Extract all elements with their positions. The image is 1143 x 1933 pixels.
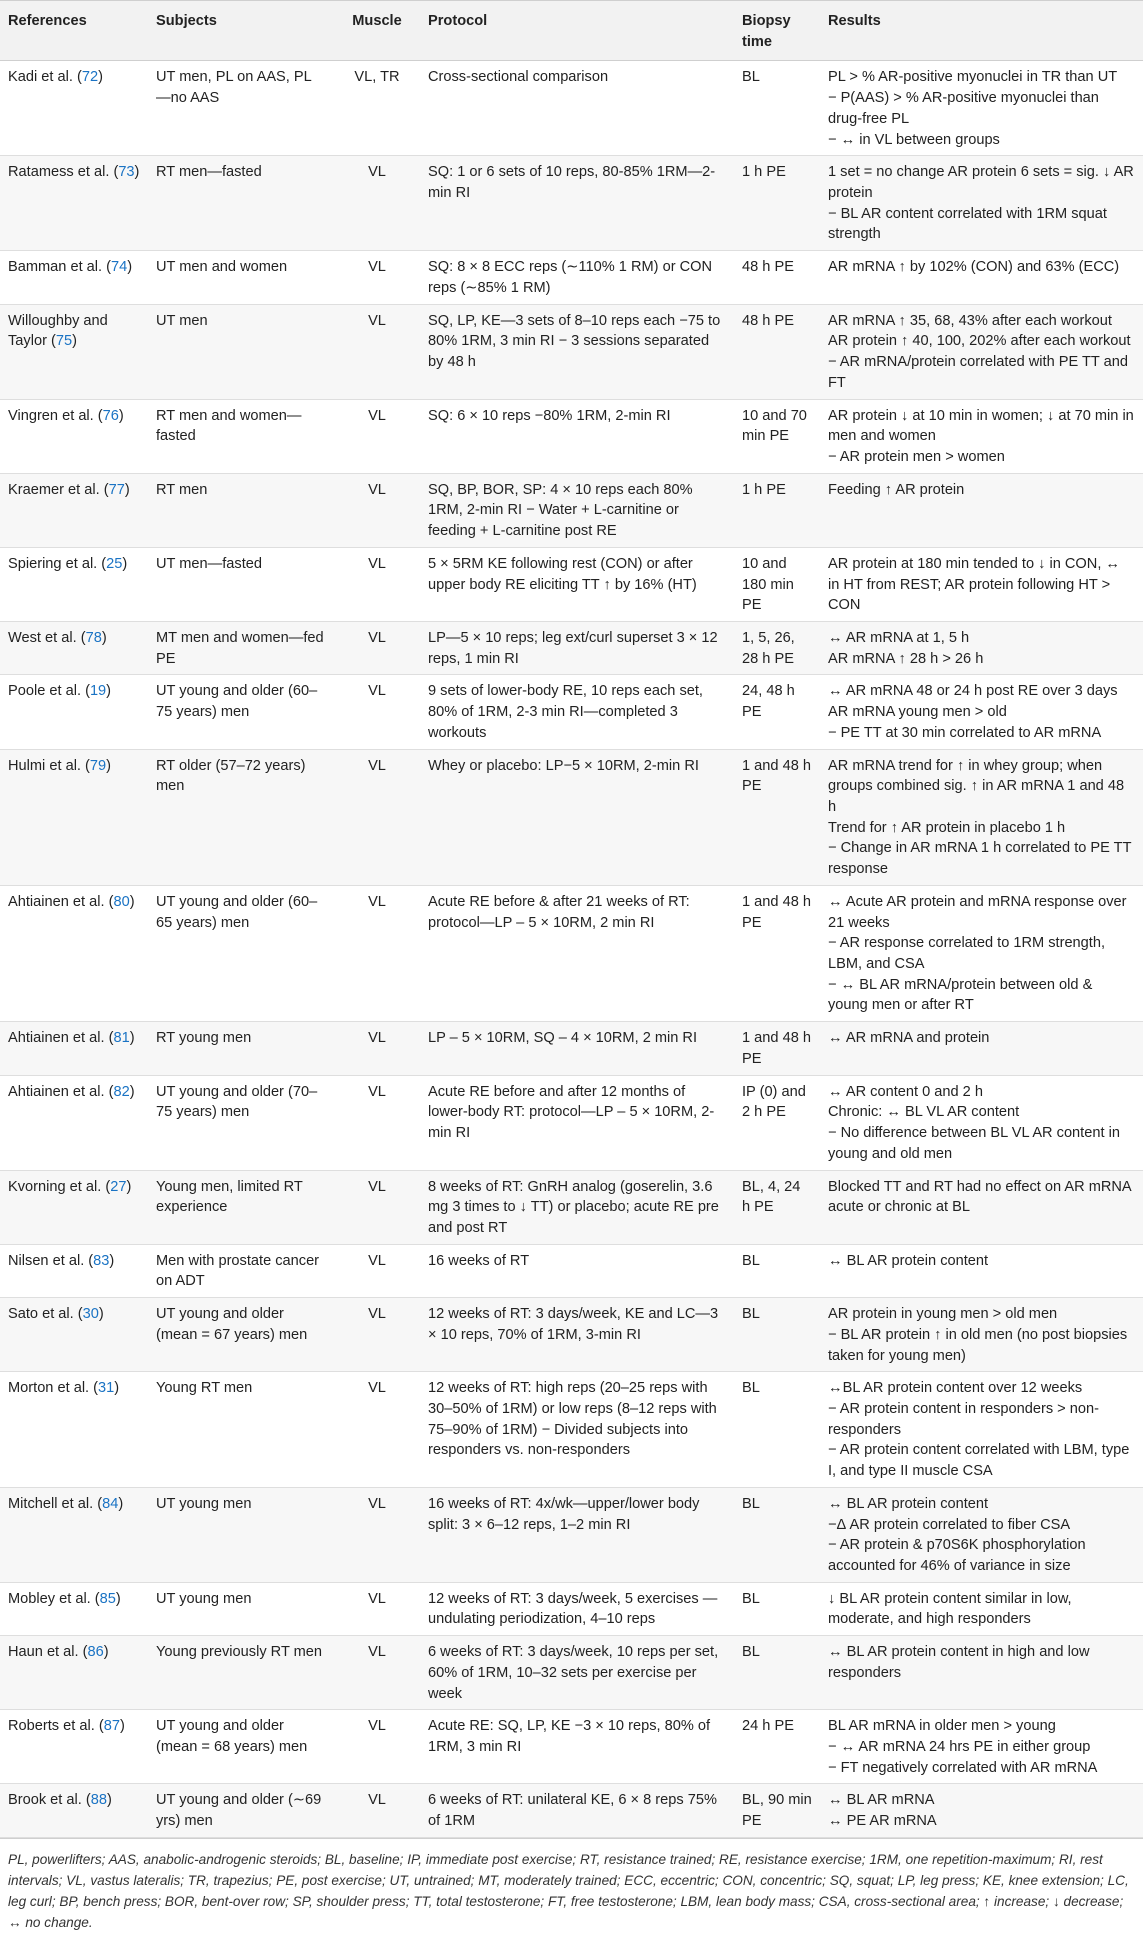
header-protocol: Protocol [420,1,734,61]
muscle-cell: VL [368,1178,386,1195]
subjects-cell: UT men—fasted [156,555,262,572]
reference-citation-link[interactable]: 25 [106,555,123,572]
table-row [0,1075,1143,1170]
protocol-cell: 9 sets of lower-body RE, 10 reps each set, 80% of 1RM, 2-3 min RI—completed 3 workouts [428,683,703,741]
muscle-cell: VL [368,1306,386,1323]
reference-author: Kvorning et al. ( [8,1178,111,1195]
result-line: ↔ BL AR protein content in high and low responders [828,1644,1090,1681]
table-row [0,1710,1143,1784]
muscle-cell: VL [368,1083,386,1100]
biopsy-time-cell: 1 h PE [742,164,786,181]
reference-cell [0,1372,148,1488]
reference-cell [0,1710,148,1784]
protocol-cell: SQ: 1 or 6 sets of 10 reps, 80-85% 1RM—2-min RI [428,164,716,202]
protocol-cell: SQ, BP, BOR, SP: 4 × 10 reps each 80% 1RM, 2-min RI − Water + L-carnitine or feeding + L-carnitine post RE [428,481,693,540]
result-line: − ↔ AR mRNA 24 hrs PE in either group [828,1739,1091,1756]
muscle-cell: VL [368,683,386,700]
biopsy-time-cell: BL, 90 min PE [742,1792,812,1830]
result-line: −Δ AR protein correlated to fiber CSA [828,1516,1071,1533]
reference-close-paren: ) [126,1178,132,1195]
reference-cell [0,156,148,251]
reference-cell [0,1244,148,1297]
reference-close-paren: ) [109,1252,115,1269]
muscle-cell: VL [368,555,386,572]
biopsy-time-cell: 1 h PE [742,481,786,498]
reference-cell [0,1022,148,1075]
muscle-cell: VL [368,1495,386,1512]
reference-cell [0,1636,148,1710]
subjects-cell: RT older (57–72 years) men [156,757,306,795]
muscle-cell: VL [368,1792,386,1809]
protocol-cell: 6 weeks of RT: 3 days/week, 10 reps per set, 60% of 1RM, 10–32 sets per exercise per week [428,1644,719,1702]
result-line: − BL AR content correlated with 1RM squat strength [828,205,1107,243]
header-muscle: Muscle [334,1,420,61]
reference-cell [0,675,148,749]
biopsy-time-cell: BL [742,1252,760,1269]
reference-cell [0,885,148,1021]
result-line: ↔ AR mRNA 48 or 24 h post RE over 3 days [828,683,1118,700]
protocol-cell: 12 weeks of RT: 3 days/week, KE and LC—3 × 10 reps, 70% of 1RM, 3-min RI [428,1306,719,1343]
result-line: − P(AAS) > % AR-positive myonuclei than drug-free PL [828,90,1099,127]
protocol-cell: Acute RE: SQ, LP, KE −3 × 10 reps, 80% of 1RM, 3 min RI [428,1718,711,1756]
result-line: ↔ Acute AR protein and mRNA response over 21 weeks [828,893,1127,931]
result-line: AR mRNA trend for ↑ in whey group; when groups combined sig. ↑ in AR mRNA 1 and 48 h [828,757,1125,815]
result-line: − AR response correlated to 1RM strength, LBM, and CSA [828,935,1106,973]
reference-close-paren: ) [98,1306,104,1323]
table-row [0,1244,1143,1297]
reference-citation-link[interactable]: 88 [90,1792,107,1809]
table-row [0,61,1143,156]
table-row [0,547,1143,621]
results-cell [820,621,1143,674]
biopsy-time-cell: 1, 5, 26, 28 h PE [742,629,795,667]
protocol-cell: 16 weeks of RT: 4x/wk—upper/lower body split: 3 × 6–12 reps, 1–2 min RI [428,1495,700,1533]
reference-citation-link[interactable]: 31 [98,1380,115,1397]
reference-citation-link[interactable]: 84 [102,1495,119,1512]
reference-close-paren: ) [106,1792,112,1809]
result-line: ↔BL AR protein content over 12 weeks [828,1380,1083,1397]
subjects-cell: UT men and women [156,259,288,276]
results-cell [820,1075,1143,1170]
protocol-cell: Acute RE before and after 12 months of lower-body RT: protocol—LP – 5 × 10RM, 2-min RI [428,1083,715,1142]
result-line: − AR protein content correlated with LBM, type I, and type II muscle CSA [828,1442,1130,1480]
results-cell [820,251,1143,304]
biopsy-time-cell: 1 and 48 h PE [742,1030,811,1067]
protocol-cell: LP – 5 × 10RM, SQ – 4 × 10RM, 2 min RI [428,1030,698,1047]
result-line: Blocked TT and RT had no effect on AR mRNA acute or chronic at BL [828,1178,1131,1216]
reference-author: Kraemer et al. ( [8,481,109,498]
reference-author: Sato et al. ( [8,1306,83,1323]
protocol-cell: Cross-sectional comparison [428,69,609,86]
muscle-cell: VL [368,629,386,646]
reference-author: Mobley et al. ( [8,1590,100,1607]
table-row [0,251,1143,304]
protocol-cell: 5 × 5RM KE following rest (CON) or after upper body RE eliciting TT ↑ by 16% (HT) [428,555,697,593]
result-line: ↓ BL AR protein content similar in low, moderate, and high responders [828,1590,1072,1628]
result-line: − AR protein content in responders > non-responders [828,1400,1099,1438]
protocol-cell: Whey or placebo: LP−5 × 10RM, 2-min RI [428,757,699,774]
result-line: AR mRNA young men > old [828,704,1007,721]
results-cell [820,1636,1143,1710]
muscle-cell: VL [368,1380,386,1397]
biopsy-time-cell: 10 and 70 min PE [742,407,807,445]
reference-author: Hulmi et al. ( [8,757,90,774]
results-cell [820,1244,1143,1297]
reference-citation-link[interactable]: 80 [113,893,130,910]
reference-cell [0,473,148,547]
protocol-cell: 6 weeks of RT: unilateral KE, 6 × 8 reps 75% of 1RM [428,1792,717,1830]
muscle-cell: VL [368,757,386,774]
reference-citation-link[interactable]: 83 [93,1252,110,1269]
reference-close-paren: ) [118,407,124,424]
header-biopsy-time: Biopsy time [734,1,820,61]
reference-citation-link[interactable]: 27 [110,1178,127,1195]
subjects-cell: RT men [156,481,208,498]
subjects-cell: RT men and women—fasted [156,407,302,445]
reference-cell [0,1487,148,1582]
biopsy-time-cell: BL [742,1495,760,1512]
reference-author: Spiering et al. ( [8,555,107,572]
result-line: Feeding ↑ AR protein [828,481,965,498]
reference-citation-link[interactable]: 78 [85,629,102,646]
biopsy-time-cell: IP (0) and 2 h PE [742,1083,806,1121]
result-line: ↔ BL AR protein content [828,1252,989,1269]
muscle-cell: VL [368,893,386,910]
reference-author: Ahtiainen et al. ( [8,1030,114,1047]
table-body [0,61,1143,1837]
reference-close-paren: ) [98,69,103,86]
result-line: BL AR mRNA in older men > young [828,1718,1056,1735]
subjects-cell: UT men [156,312,208,329]
reference-citation-link[interactable]: 85 [99,1590,116,1607]
biopsy-time-cell: 48 h PE [742,259,794,276]
reference-close-paren: ) [118,1495,124,1512]
reference-author: Nilsen et al. ( [8,1252,94,1269]
reference-cell [0,1298,148,1372]
results-cell [820,885,1143,1021]
result-line: Trend for ↑ AR protein in placebo 1 h [828,819,1066,836]
results-cell [820,1710,1143,1784]
reference-author: Morton et al. ( [8,1380,99,1397]
reference-citation-link[interactable]: 87 [103,1718,120,1735]
protocol-cell: SQ: 8 × 8 ECC reps (∼110% 1 RM) or CON reps (∼85% 1 RM) [428,259,713,296]
table-row [0,1582,1143,1635]
result-line: − Change in AR mRNA 1 h correlated to PE TT response [828,840,1132,878]
result-line: Chronic: ↔ BL VL AR content [828,1104,1020,1121]
subjects-cell: Young men, limited RT experience [156,1178,303,1216]
reference-author: Willoughby and Taylor ( [8,312,108,350]
reference-close-paren: ) [129,1083,135,1100]
table-row [0,621,1143,674]
subjects-cell: UT young and older (60–65 years) men [156,893,318,931]
protocol-cell: LP—5 × 10 reps; leg ext/curl superset 3 × 12 reps, 1 min RI [428,629,718,667]
results-cell [820,156,1143,251]
reference-citation-link[interactable]: 19 [89,683,107,700]
table-row [0,1022,1143,1075]
result-line: AR mRNA ↑ 28 h > 26 h [828,650,984,667]
protocol-cell: 12 weeks of RT: 3 days/week, 5 exercises —undulating periodization, 4–10 reps [428,1590,718,1628]
subjects-cell: UT young and older (mean = 68 years) men [156,1718,308,1756]
reference-cell [0,304,148,399]
biopsy-time-cell: 24 h PE [742,1718,794,1735]
reference-close-paren: ) [72,333,77,350]
reference-cell [0,1582,148,1635]
reference-close-paren: ) [106,683,112,700]
header-subjects: Subjects [148,1,334,61]
biopsy-time-cell: 1 and 48 h PE [742,757,811,795]
reference-cell [0,399,148,473]
biopsy-time-cell: BL [742,1590,760,1607]
subjects-cell: RT young men [156,1030,252,1047]
table-row [0,1487,1143,1582]
result-line: ↔ BL AR mRNA [828,1792,935,1809]
reference-close-paren: ) [106,757,112,774]
reference-author: Haun et al. ( [8,1644,88,1661]
results-cell [820,1582,1143,1635]
table-row [0,1170,1143,1244]
result-line: − AR protein & p70S6K phosphorylation accounted for 46% of variance in size [828,1537,1086,1574]
subjects-cell: UT young and older (mean = 67 years) men [156,1306,308,1343]
muscle-cell: VL [368,164,386,181]
reference-citation-link[interactable]: 82 [113,1083,130,1100]
reference-close-paren: ) [101,629,107,646]
reference-close-paren: ) [119,1718,125,1735]
reference-author: West et al. ( [8,629,86,646]
protocol-cell: SQ, LP, KE—3 sets of 8–10 reps each −75 to 80% 1RM, 3 min RI − 3 sessions separated by 48 h [428,312,721,371]
table-row [0,399,1143,473]
results-cell [820,304,1143,399]
table-footnote: PL, powerlifters; AAS, anabolic-androgenic steroids; BL, baseline; IP, immediate post exercise; RT, resistance trained; RE, resistance exercise; 1RM, one repetition-maximum; RI, rest intervals; VL, vastus lateralis; TR, trapezius; PE, post exercise; UT, untrained; MT, moderately trained; ECC, eccentric; CON, concentric; SQ, squat; LP, leg press; KE, knee extension; LC, leg curl; BP, bench press; BOR, bent-over row; SP, shoulder press; TT, total testosterone; FT, free testosterone; LBM, lean body mass; CSA, cross-sectional area; ↑ increase; ↓ decrease; ↔ no change. [0,1838,1143,1933]
biopsy-time-cell: BL, 4, 24 h PE [742,1178,801,1216]
table-row [0,885,1143,1021]
subjects-cell: UT men, PL on AAS, PL—no AAS [156,69,312,107]
results-cell [820,1022,1143,1075]
reference-author: Bamman et al. ( [8,259,112,276]
results-cell [820,547,1143,621]
biopsy-time-cell: BL [742,1306,760,1323]
reference-author: Vingren et al. ( [8,407,103,424]
table-row [0,1784,1143,1837]
table-row [0,473,1143,547]
reference-cell [0,251,148,304]
reference-cell [0,61,148,156]
muscle-cell: VL [368,1590,386,1607]
reference-close-paren: ) [122,555,128,572]
table-row [0,1636,1143,1710]
reference-author: Ahtiainen et al. ( [8,893,114,910]
result-line: − AR mRNA/protein correlated with PE TT and FT [828,354,1128,391]
protocol-cell: 8 weeks of RT: GnRH analog (goserelin, 3.6 mg 3 times to ↓ TT) or placebo; acute RE pre and post RT [428,1178,719,1236]
reference-citation-link[interactable]: 72 [81,69,99,86]
table-row [0,1298,1143,1372]
result-line: − ↔ in VL between groups [828,131,1000,148]
table-row [0,1372,1143,1488]
biopsy-time-cell: BL [742,1380,760,1397]
results-cell [820,399,1143,473]
reference-cell [0,1784,148,1837]
reference-close-paren: ) [129,1030,135,1047]
reference-author: Brook et al. ( [8,1792,91,1809]
result-line: − FT negatively correlated with AR mRNA [828,1759,1098,1776]
reference-cell [0,621,148,674]
table-row [0,675,1143,749]
result-line: ↔ AR content 0 and 2 h [828,1083,983,1100]
table-row [0,749,1143,885]
reference-author: Poole et al. ( [8,683,90,700]
result-line: 1 set = no change AR protein 6 sets = sig. ↓ AR protein [828,164,1134,202]
reference-author: Kadi et al. ( [8,69,82,86]
reference-close-paren: ) [115,1590,121,1607]
protocol-cell: 16 weeks of RT [428,1252,530,1269]
biopsy-time-cell: 1 and 48 h PE [742,893,811,931]
muscle-cell: VL [368,481,386,498]
reference-cell [0,749,148,885]
reference-author: Mitchell et al. ( [8,1495,103,1512]
biopsy-time-cell: 24, 48 h PE [742,683,795,721]
subjects-cell: UT young and older (∼69 yrs) men [156,1792,322,1830]
header-references: References [0,1,148,61]
muscle-cell: VL [368,1252,386,1269]
subjects-cell: UT young and older (70–75 years) men [156,1083,318,1121]
subjects-cell: Young RT men [156,1380,253,1397]
result-line: ↔ AR mRNA at 1, 5 h [828,629,970,646]
subjects-cell: UT young and older (60–75 years) men [156,683,318,721]
table-row [0,156,1143,251]
result-line: AR protein in young men > old men [828,1306,1058,1323]
result-line: ↔ PE AR mRNA [828,1813,937,1830]
reference-close-paren: ) [134,164,140,181]
reference-close-paren: ) [114,1380,120,1397]
muscle-cell: VL [368,259,386,276]
reference-close-paren: ) [124,481,130,498]
reference-citation-link[interactable]: 74 [111,259,128,276]
results-cell [820,1487,1143,1582]
reference-citation-link[interactable]: 73 [118,164,135,181]
results-cell [820,749,1143,885]
reference-citation-link[interactable]: 81 [113,1030,130,1047]
result-line: PL > % AR-positive myonuclei in TR than UT [828,69,1118,86]
result-line: AR protein ↓ at 10 min in women; ↓ at 70 min in men and women [828,407,1134,445]
biopsy-time-cell: 48 h PE [742,312,794,329]
reference-cell [0,1075,148,1170]
biopsy-time-cell: 10 and 180 min PE [742,555,794,614]
subjects-cell: Men with prostate cancer on ADT [156,1252,320,1290]
table-row [0,304,1143,399]
results-cell [820,675,1143,749]
biopsy-time-cell: BL [742,1644,760,1661]
results-cell [820,1784,1143,1837]
result-line: AR protein at 180 min tended to ↓ in CON, ↔ in HT from REST; AR protein following HT > CON [828,555,1121,614]
reference-author: Ratamess et al. ( [8,164,119,181]
result-line: AR protein ↑ 40, 100, 202% after each workout [828,333,1131,350]
result-line: − AR protein men > women [828,448,1005,465]
biopsy-time-cell: BL [742,69,760,86]
results-cell [820,1298,1143,1372]
muscle-cell: VL, TR [354,69,400,86]
reference-citation-link[interactable]: 86 [87,1644,104,1661]
reference-author: Roberts et al. ( [8,1718,104,1735]
reference-cell [0,547,148,621]
reference-close-paren: ) [127,259,133,276]
subjects-cell: Young previously RT men [156,1644,323,1661]
subjects-cell: RT men—fasted [156,164,262,181]
muscle-cell: VL [368,312,386,329]
protocol-cell: Acute RE before & after 21 weeks of RT: protocol—LP – 5 × 10RM, 2 min RI [428,893,690,931]
results-cell [820,1170,1143,1244]
header-results: Results [820,1,1143,61]
subjects-cell: UT young men [156,1590,252,1607]
result-line: − PE TT at 30 min correlated to AR mRNA [828,724,1102,741]
muscle-cell: VL [368,1718,386,1735]
result-line: − No difference between BL VL AR content in young and old men [828,1125,1120,1162]
reference-citation-link[interactable]: 79 [89,757,107,774]
subjects-cell: MT men and women—fed PE [156,629,324,667]
muscle-cell: VL [368,1644,386,1661]
results-cell [820,1372,1143,1488]
reference-citation-link[interactable]: 75 [55,333,73,350]
result-line: ↔ AR mRNA and protein [828,1030,990,1047]
muscle-cell: VL [368,407,386,424]
reference-cell [0,1170,148,1244]
reference-close-paren: ) [103,1644,109,1661]
result-line: − ↔ BL AR mRNA/protein between old & young men or after RT [828,976,1093,1014]
protocol-cell: SQ: 6 × 10 reps −80% 1RM, 2-min RI [428,407,671,424]
table-header [0,1,1143,61]
reference-close-paren: ) [129,893,135,910]
result-line: AR mRNA ↑ 35, 68, 43% after each workout [828,312,1112,329]
reference-citation-link[interactable]: 76 [102,407,119,424]
reference-citation-link[interactable]: 30 [82,1306,99,1323]
subjects-cell: UT young men [156,1495,252,1512]
result-line: ↔ BL AR protein content [828,1495,989,1512]
reference-citation-link[interactable]: 77 [108,481,125,498]
reference-author: Ahtiainen et al. ( [8,1083,114,1100]
result-line: AR mRNA ↑ by 102% (CON) and 63% (ECC) [828,259,1120,276]
result-line: − BL AR protein ↑ in old men (no post biopsies taken for young men) [828,1326,1128,1364]
results-cell [820,61,1143,156]
muscle-cell: VL [368,1030,386,1047]
results-cell [820,473,1143,547]
protocol-cell: 12 weeks of RT: high reps (20–25 reps with 30–50% of 1RM) or low reps (8–12 reps with 75–90% of 1RM) − Divided subjects into responders vs. non-responders [428,1380,717,1459]
